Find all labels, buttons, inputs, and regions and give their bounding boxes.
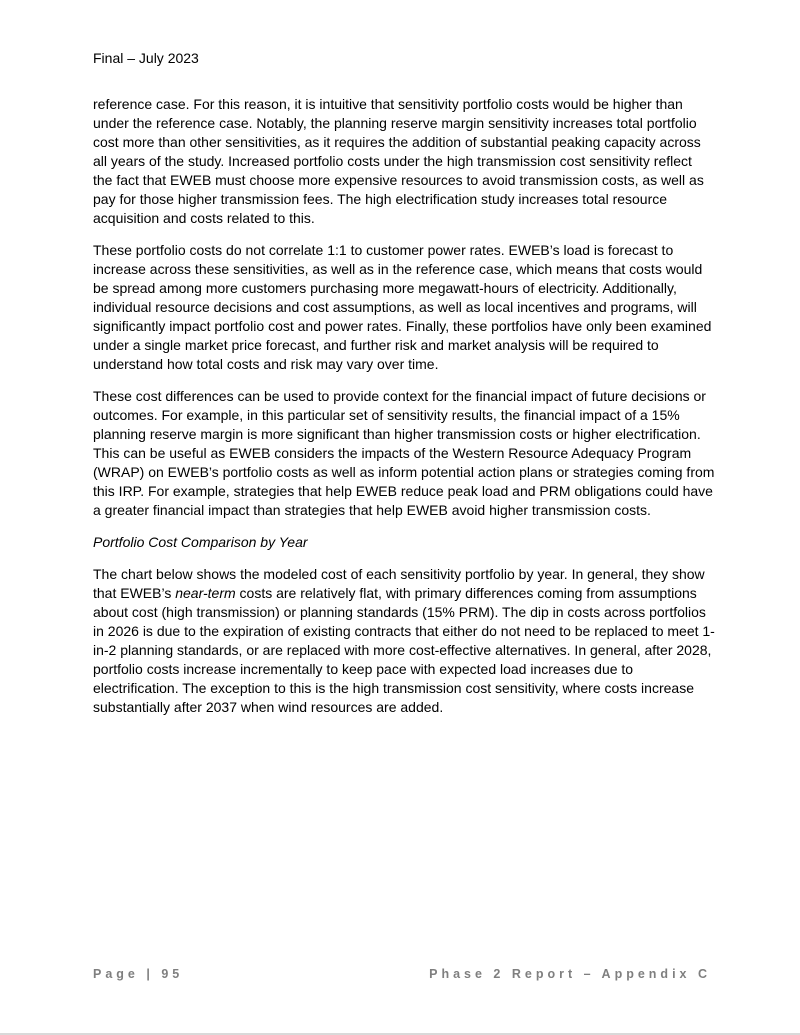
paragraph-4-italic-term: near-term: [175, 585, 236, 601]
paragraph-4: [93, 565, 715, 717]
paragraph-1: reference case. For this reason, it is intuitive that sensitivity portfolio costs would be higher than under the reference case. Notably, the planning reserve margin sensitivity increases total portfolio cost more than other sensitivities, as it requires the addition of substantial peaking capacity across all years of the study. Increased portfolio costs under the high transmission cost sensitivity reflect the fact that EWEB must choose more expensive resources to avoid transmission costs, as well as pay for those higher transmission fees. The high electrification study increases total resource acquisition and costs related to this.: [93, 96, 704, 226]
paragraph-2: These portfolio costs do not correlate 1:1 to customer power rates. EWEB’s load is forecast to increase across these sensitivities, as well as in the reference case, which means that costs would be spread among more customers purchasing more megawatt-hours of electricity. Additionally, individual resource decisions and cost assumptions, as well as local incentives and programs, will significantly impact portfolio cost and power rates. Finally, these portfolios have only been examined under a single market price forecast, and further risk and market analysis will be required to understand how total costs and risk may vary over time.: [93, 242, 712, 372]
page-footer: [93, 965, 711, 984]
page-header: Final – July 2023: [93, 50, 199, 66]
paragraph-4-text-start: The chart below shows the modeled cost of each sensitivity portfolio by year. In general, they show that EWEB’s: [93, 566, 705, 601]
paragraph-3: These cost differences can be used to provide context for the financial impact of future decisions or outcomes. For example, in this particular set of sensitivity results, the financial impact of a 15% planning reserve margin is more significant than higher transmission costs or higher electrification. This can be useful as EWEB considers the impacts of the Western Resource Adequacy Program (WRAP) on EWEB’s portfolio costs as well as inform potential action plans or strategies coming from this IRP. For example, strategies that help EWEB reduce peak load and PRM obligations could have a greater financial impact than strategies that help EWEB avoid higher transmission costs.: [93, 388, 715, 518]
footer-report-title: Phase 2 Report – Appendix C: [429, 967, 711, 981]
section-heading: Portfolio Cost Comparison by Year: [93, 534, 308, 550]
footer-page-number: Page | 95: [93, 967, 184, 981]
page-body: [93, 95, 715, 730]
paragraph-4-text-end: costs are relatively flat, with primary differences coming from assumptions about cost (high transmission) or planning standards (15% PRM). The dip in costs across portfolios in 2026 is due to the expiration of existing contracts that either do not need to be replaced to meet 1-in-2 planning standards, or are replaced with more cost-effective alternatives. In general, after 2028, portfolio costs increase incrementally to keep pace with expected load increases due to electrification. The exception to this is the high transmission cost sensitivity, where costs increase substantially after 2037 when wind resources are added.: [93, 585, 715, 715]
